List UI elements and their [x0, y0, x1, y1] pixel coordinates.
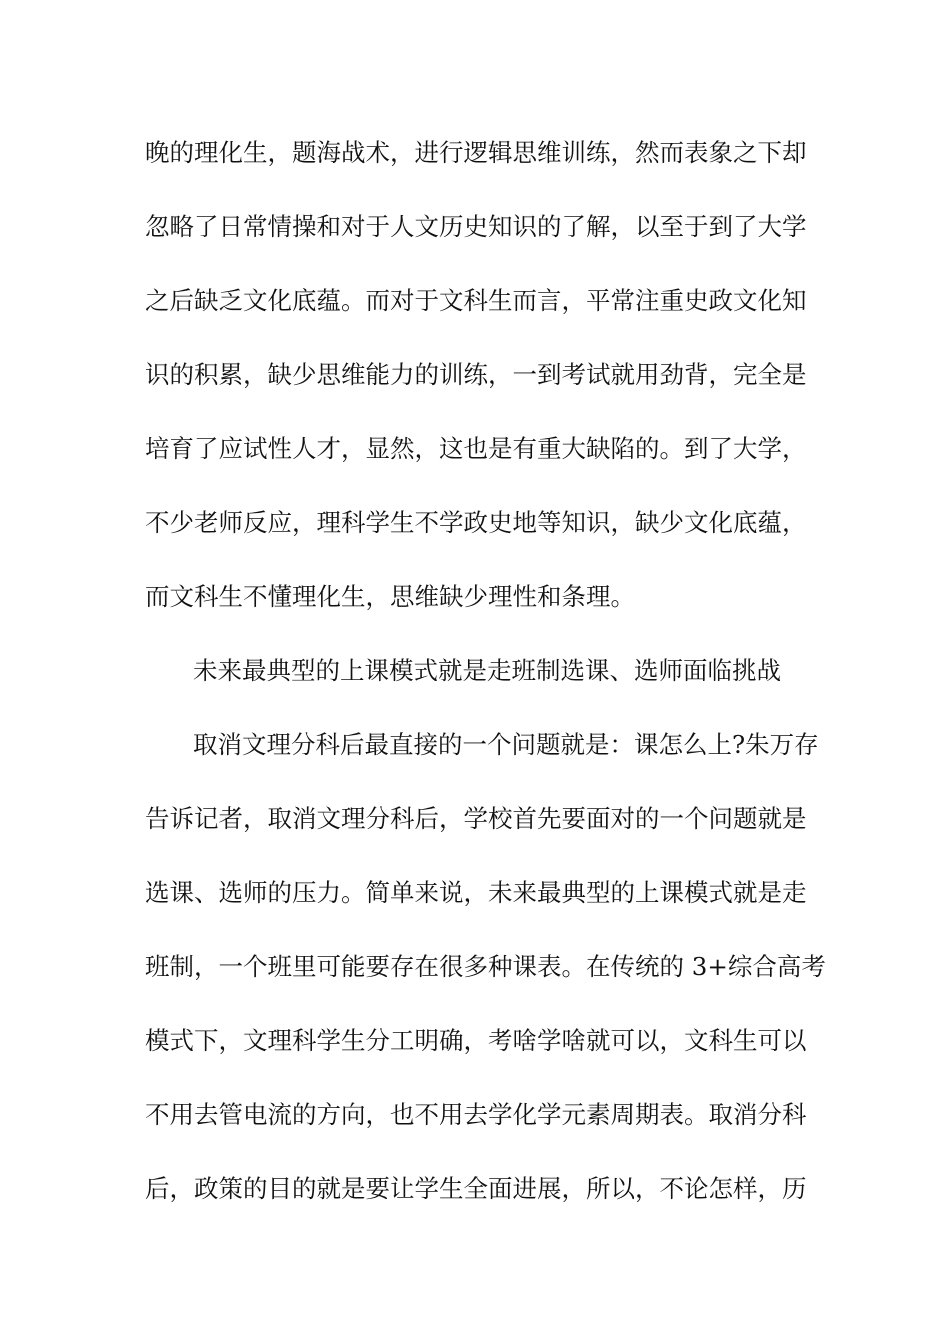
paragraph-line: 培育了应试性人才，显然，这也是有重大缺陷的。到了大学，	[145, 434, 807, 463]
paragraph-line: 晚的理化生，题海战术，进行逻辑思维训练，然而表象之下却	[145, 138, 807, 167]
paragraph-line: 不少老师反应，理科学生不学政史地等知识，缺少文化底蕴，	[145, 508, 807, 537]
paragraph-line: 取消文理分科后最直接的一个问题就是：课怎么上?朱万存	[193, 730, 819, 759]
section-heading: 未来最典型的上课模式就是走班制选课、选师面临挑战	[193, 656, 781, 685]
paragraph-line: 告诉记者，取消文理分科后，学校首先要面对的一个问题就是	[145, 804, 807, 833]
paragraph-line: 模式下，文理科学生分工明确，考啥学啥就可以，文科生可以	[145, 1026, 807, 1055]
paragraph-line: 识的积累，缺少思维能力的训练，一到考试就用劲背，完全是	[145, 360, 807, 389]
paragraph-line: 不用去管电流的方向，也不用去学化学元素周期表。取消分科	[145, 1100, 807, 1129]
paragraph-line: 而文科生不懂理化生，思维缺少理性和条理。	[145, 582, 635, 611]
paragraph-line: 忽略了日常情操和对于人文历史知识的了解，以至于到了大学	[145, 212, 807, 241]
paragraph-line: 班制，一个班里可能要存在很多种课表。在传统的 3+综合高考	[145, 952, 826, 981]
paragraph-line: 后，政策的目的就是要让学生全面进展，所以，不论怎样，历	[145, 1174, 807, 1203]
paragraph-line: 选课、选师的压力。简单来说，未来最典型的上课模式就是走	[145, 878, 807, 907]
paragraph-line: 之后缺乏文化底蕴。而对于文科生而言，平常注重史政文化知	[145, 286, 807, 315]
